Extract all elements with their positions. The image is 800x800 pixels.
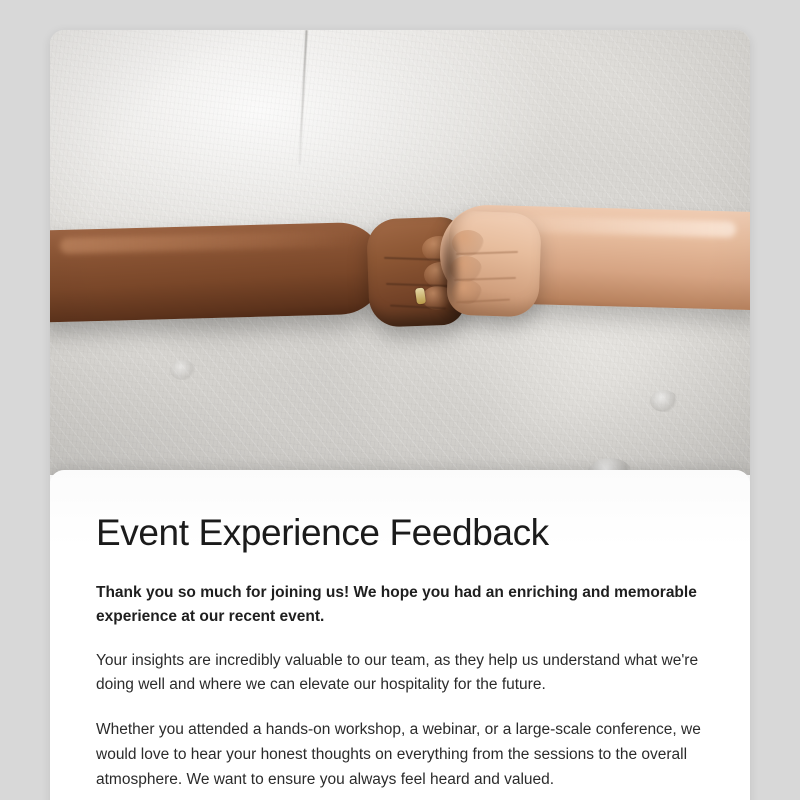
intro-paragraph: Thank you so much for joining us! We hope you had an enriching and memorable experience at our recent event. (96, 583, 697, 625)
body-paragraph-1: Your insights are incredibly valuable to our team, as they help us understand what we're doing well and where we can elevate our hospitality for the future. (96, 651, 699, 694)
page-title: Event Experience Feedback (96, 512, 549, 553)
hero-image (50, 30, 750, 475)
feedback-card (50, 30, 750, 800)
body-paragraph-2: Whether you attended a hands-on workshop, a webinar, or a large-scale conference, we would love to hear your honest thoughts on everything from the sessions to the overall atmosphere. We want to ensure you always feel heard and valued. (96, 721, 701, 788)
hero-vignette (50, 30, 750, 475)
content-panel (50, 470, 750, 800)
